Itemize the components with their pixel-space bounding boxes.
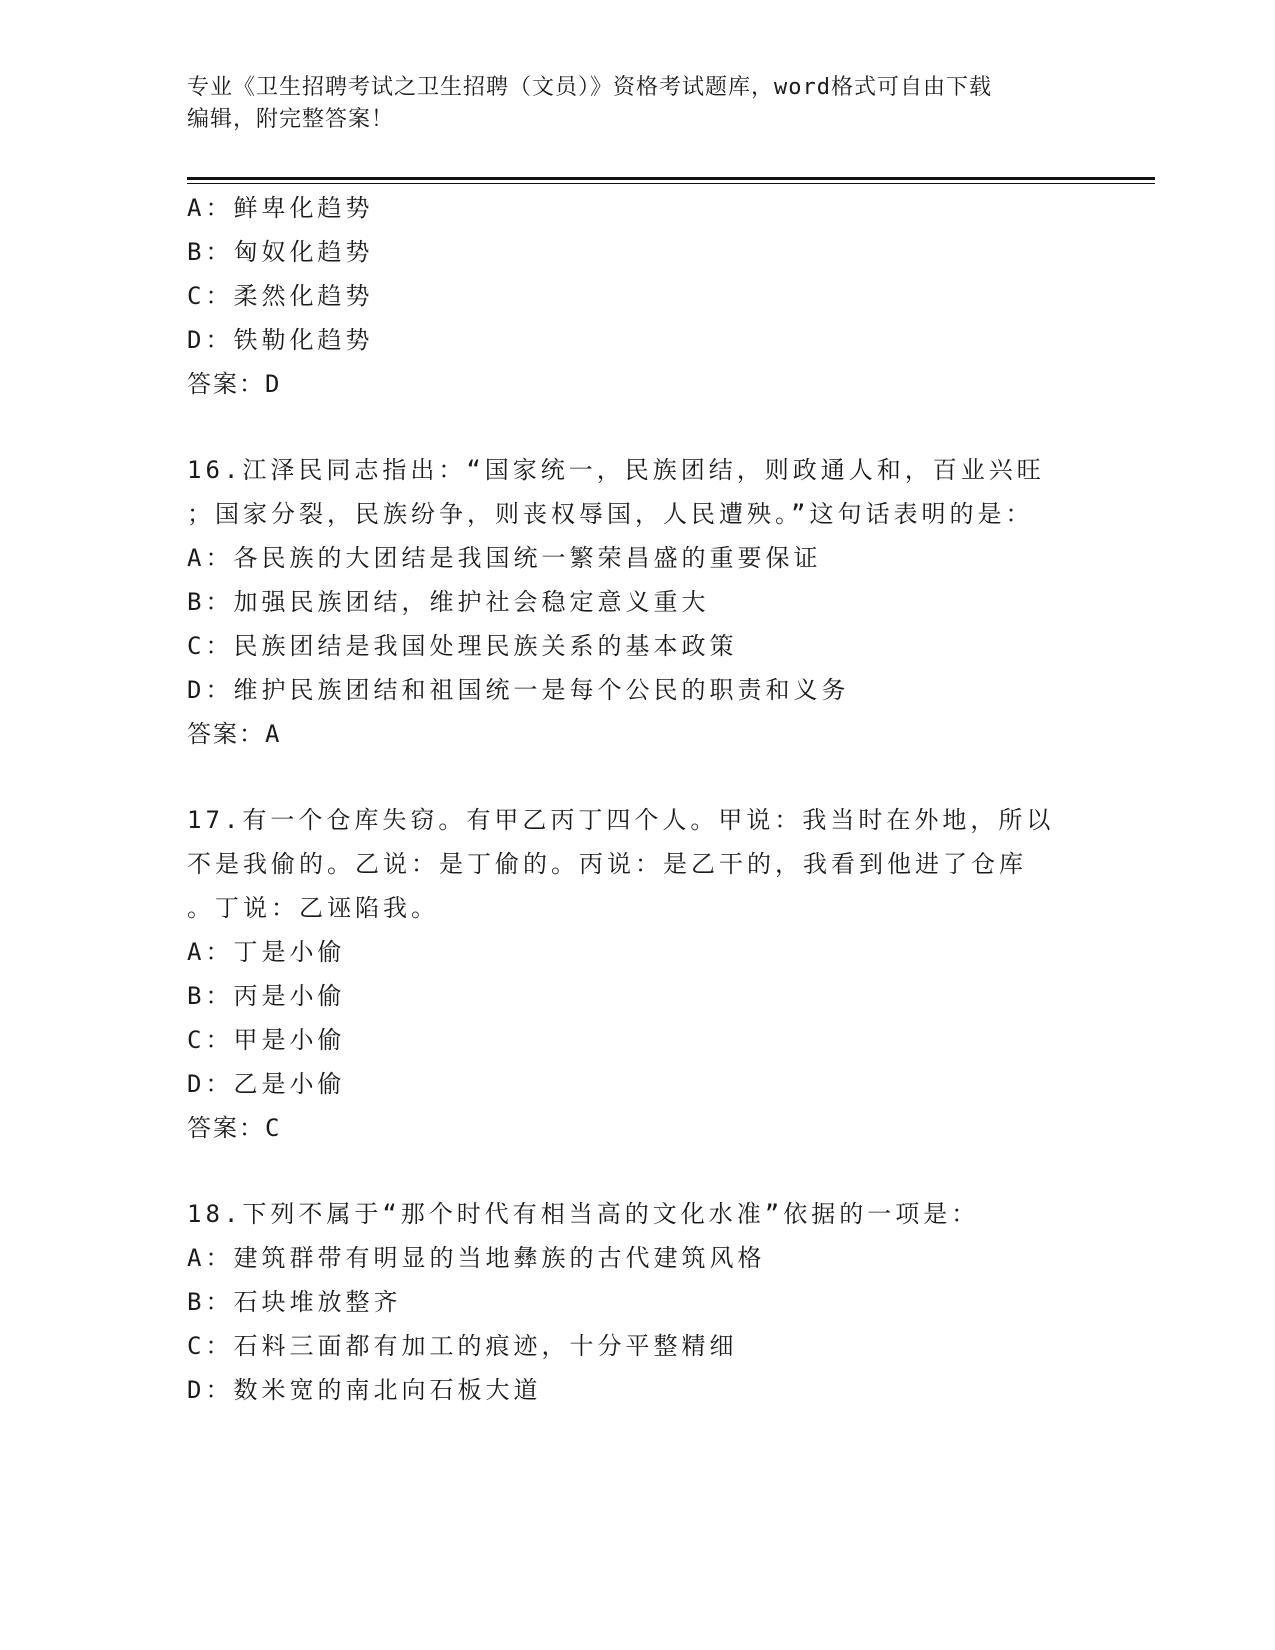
q18-option-b: B：石块堆放整齐 [187,1288,402,1316]
q17-option-d: D：乙是小偷 [187,1070,346,1098]
q18-stem-line-1: 18.下列不属于“那个时代有相当高的文化水准”依据的一项是： [187,1200,980,1228]
q17-answer: 答案：C [187,1114,282,1142]
q16-answer: 答案：A [187,720,282,748]
q16-option-b: B：加强民族团结，维护社会稳定意义重大 [187,588,710,616]
q17-stem-line-3: 。丁说：乙诬陷我。 [187,894,439,922]
header-rule-thick [187,177,1155,180]
document-header [187,72,1087,136]
q18-option-d: D：数米宽的南北向石板大道 [187,1376,542,1404]
header-line-2: 编辑，附完整答案！ [187,107,395,132]
q15-option-a: A：鲜卑化趋势 [187,194,374,222]
q18-option-a: A：建筑群带有明显的当地彝族的古代建筑风格 [187,1244,766,1272]
q15-option-b: B：匈奴化趋势 [187,238,374,266]
q16-option-d: D：维护民族团结和祖国统一是每个公民的职责和义务 [187,676,850,704]
q17-stem-line-1: 17.有一个仓库失窃。有甲乙丙丁四个人。甲说：我当时在外地，所以 [187,806,1055,834]
q15-answer: 答案：D [187,370,282,398]
q18-option-c: C：石料三面都有加工的痕迹，十分平整精细 [187,1332,738,1360]
q15-option-d: D：铁勒化趋势 [187,326,374,354]
q17-option-b: B：丙是小偷 [187,982,346,1010]
header-rule-thin [187,183,1155,184]
q16-stem-line-1: 16.江泽民同志指出：“国家统一，民族团结，则政通人和，百业兴旺 [187,456,1045,484]
q16-stem-line-2: ；国家分裂，民族纷争，则丧权辱国，人民遭殃。”这句话表明的是： [187,500,1034,528]
q16-option-a: A：各民族的大团结是我国统一繁荣昌盛的重要保证 [187,544,822,572]
q17-option-a: A：丁是小偷 [187,938,346,966]
q15-option-c: C：柔然化趋势 [187,282,374,310]
q17-option-c: C：甲是小偷 [187,1026,346,1054]
q16-option-c: C：民族团结是我国处理民族关系的基本政策 [187,632,738,660]
header-line-1: 专业《卫生招聘考试之卫生招聘（文员）》资格考试题库，word格式可自由下载 [187,75,992,100]
q17-stem-line-2: 不是我偷的。乙说：是丁偷的。丙说：是乙干的，我看到他进了仓库 [187,850,1027,878]
